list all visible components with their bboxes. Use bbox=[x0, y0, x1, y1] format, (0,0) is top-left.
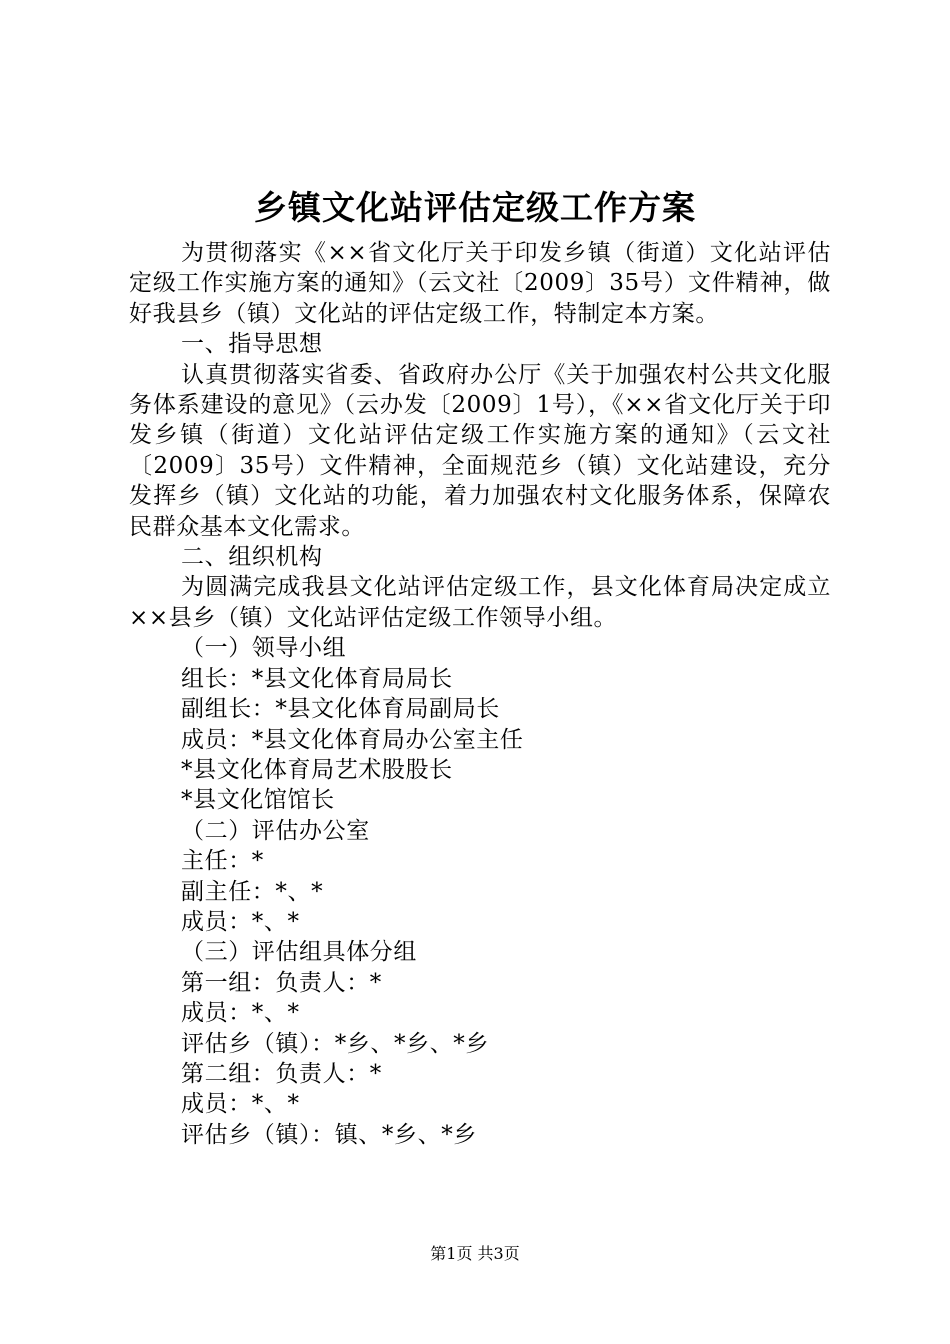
list-line: 成员：*县文化体育局办公室主任 bbox=[181, 726, 524, 753]
list-line: 评估乡（镇）：*乡、*乡、*乡 bbox=[181, 1030, 489, 1057]
list-line: 成员：*、* bbox=[181, 1000, 300, 1027]
list-line: 成员：*、* bbox=[181, 908, 300, 935]
list-line: 第二组：负责人：* bbox=[181, 1060, 382, 1087]
subsection-heading: （三）评估组具体分组 bbox=[181, 939, 417, 966]
paragraph: 认真贯彻落实省委、省政府办公厅《关于加强农村公共文化服务体系建设的意见》（云办发〔2009〕1号），《××省文化厅关于印发乡镇（街道）文化站评估定级工作实施方案的通知》（云文社〔2009〕35号）文件精神，全面规范乡（镇）文化站建设，充分发挥乡（镇）文化站的功能，着力加强农村文化服务体系，保障农民群众基本文化需求。 bbox=[129, 361, 831, 540]
list-line: 成员：*、* bbox=[181, 1091, 300, 1118]
list-line: 副主任：*、* bbox=[181, 878, 324, 905]
subsection-heading: （一）领导小组 bbox=[181, 635, 347, 662]
subsection-heading: （二）评估办公室 bbox=[181, 817, 370, 844]
section-heading: 二、组织机构 bbox=[181, 544, 323, 571]
list-line: *县文化馆馆长 bbox=[181, 787, 335, 814]
list-line: *县文化体育局艺术股股长 bbox=[181, 756, 453, 783]
list-line: 评估乡（镇）：镇、*乡、*乡 bbox=[181, 1121, 477, 1148]
page-title: 乡镇文化站评估定级工作方案 bbox=[254, 188, 696, 227]
section-heading: 一、指导思想 bbox=[181, 331, 323, 358]
page-number-footer: 第1页 共3页 bbox=[430, 1244, 520, 1263]
document-body bbox=[129, 238, 831, 1150]
list-line: 组长：*县文化体育局局长 bbox=[181, 665, 453, 692]
list-line: 副组长：*县文化体育局副局长 bbox=[181, 696, 500, 723]
list-line: 第一组：负责人：* bbox=[181, 969, 382, 996]
paragraph: 为贯彻落实《××省文化厅关于印发乡镇（街道）文化站评估定级工作实施方案的通知》（云文社〔2009〕35号）文件精神，做好我县乡（镇）文化站的评估定级工作，特制定本方案。 bbox=[129, 240, 831, 327]
list-line: 主任：* bbox=[181, 848, 264, 875]
paragraph: 为圆满完成我县文化站评估定级工作，县文化体育局决定成立××县乡（镇）文化站评估定级工作领导小组。 bbox=[129, 574, 831, 631]
